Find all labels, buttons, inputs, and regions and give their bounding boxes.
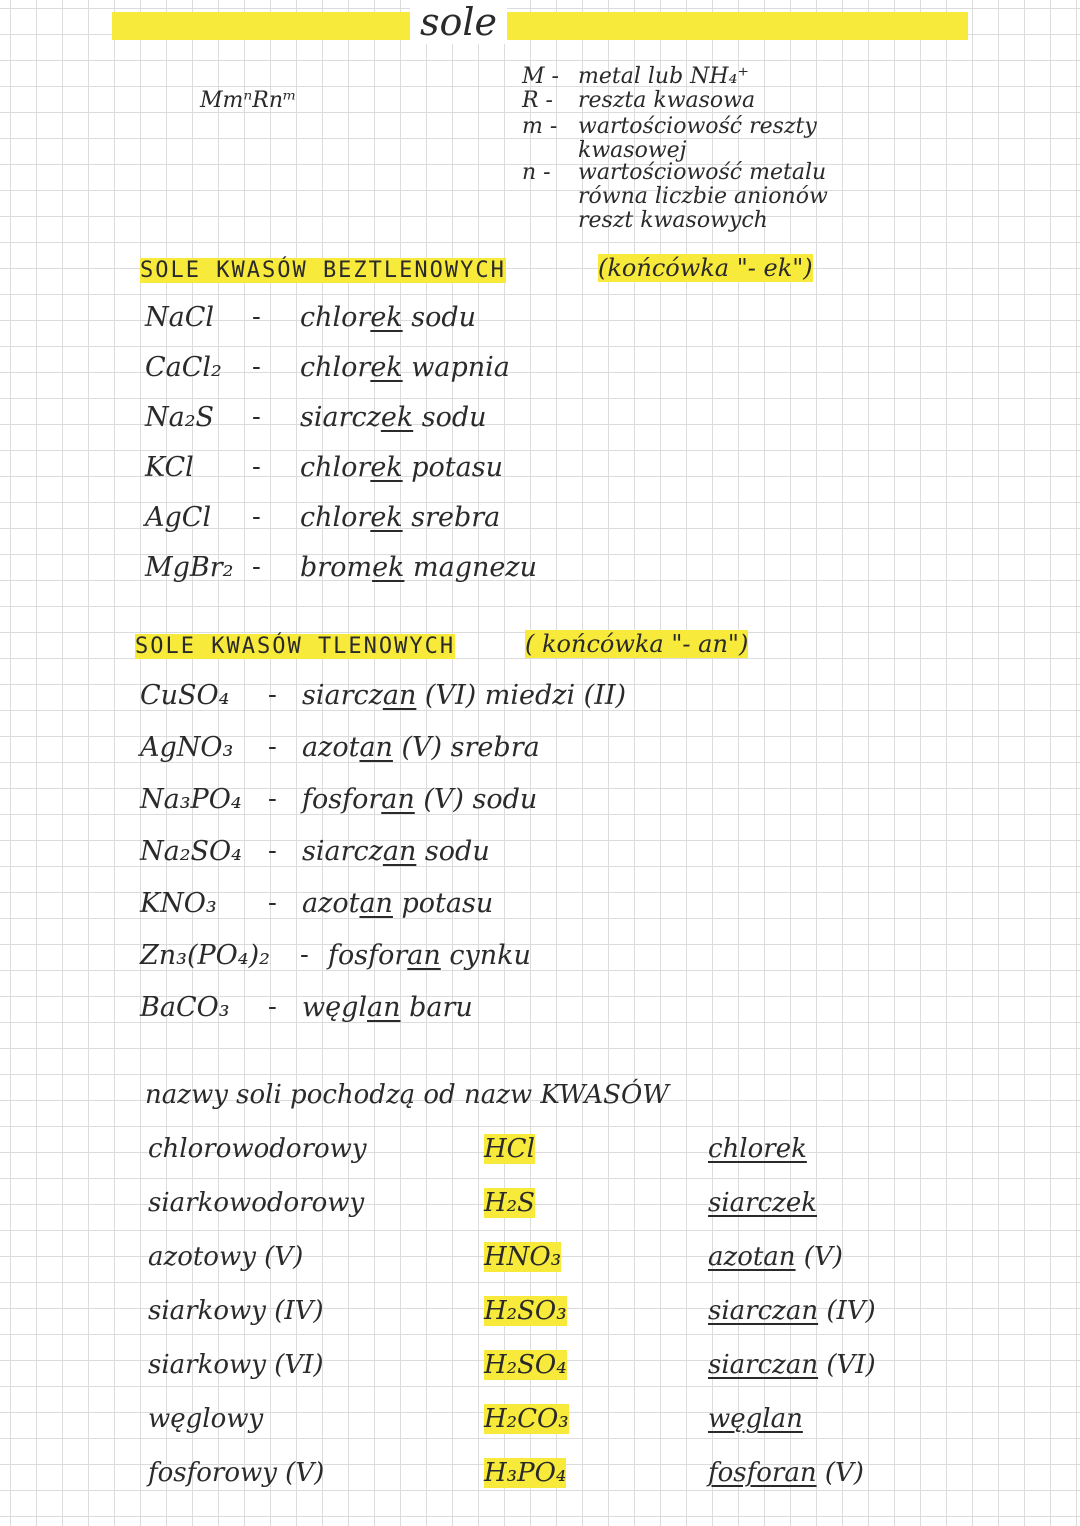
name-ending: ek [380, 402, 414, 433]
salt-name [300, 402, 487, 433]
name-stem: azot [302, 888, 360, 919]
salt-name [300, 552, 537, 583]
dash: - [268, 992, 277, 1022]
name-rest: srebra [402, 502, 501, 533]
dash: - [252, 552, 261, 582]
acid-formula-text: H₂S [484, 1188, 535, 1218]
section1-title [140, 258, 506, 283]
name-stem: chlor [300, 352, 371, 383]
dash: - [252, 452, 261, 482]
legend-text: wartościowość metalu [578, 160, 827, 185]
salt-formula: CaCl₂ [145, 352, 222, 383]
name-ending: an [367, 992, 401, 1023]
acid-formula [484, 1350, 567, 1380]
name-rest: baru [400, 992, 473, 1023]
name-ending: an [407, 940, 441, 971]
salt-formula: CuSO₄ [140, 680, 230, 711]
salt-type [708, 1458, 864, 1488]
section2-note [525, 630, 748, 658]
salt-name [300, 352, 510, 383]
name-stem: brom [300, 552, 373, 583]
acid-formula [484, 1242, 561, 1272]
salt-formula: KCl [145, 452, 194, 483]
name-stem: fosfor [328, 940, 408, 971]
acid-formula-text: H₂CO₃ [484, 1404, 569, 1434]
acid-name: siarkowy (IV) [148, 1296, 324, 1326]
salt-formula: Zn₃(PO₄)₂ [140, 940, 270, 971]
section2-title-text: SOLE KWASÓW TLENOWYCH [135, 634, 456, 659]
dash: - [268, 836, 277, 866]
name-rest: potasu [402, 452, 503, 483]
dash: - [252, 302, 261, 332]
name-stem: chlor [300, 502, 371, 533]
salt-type-suffix: (V) [816, 1458, 864, 1488]
name-rest: cynku [440, 940, 531, 971]
acid-name: węglowy [148, 1404, 264, 1434]
salt-formula: Na₂S [145, 402, 215, 433]
salt-name [302, 888, 493, 919]
section3-heading: nazwy soli pochodzą od nazw KWASÓW [145, 1080, 669, 1110]
salt-name [302, 732, 540, 763]
salt-formula: AgNO₃ [140, 732, 234, 763]
salt-type [708, 1134, 807, 1164]
dash: - [252, 352, 261, 382]
name-stem: chlor [300, 452, 371, 483]
general-formula: MmⁿRnᵐ [200, 88, 297, 113]
legend-symbol: m - [522, 114, 558, 139]
legend-text: reszta kwasowa [578, 88, 756, 113]
name-ending: ek [372, 552, 405, 583]
salt-name [300, 302, 476, 333]
salt-formula: KNO₃ [140, 888, 217, 919]
section1-note [598, 254, 813, 282]
name-stem: siarcz [300, 402, 381, 433]
legend-text: równa liczbie anionów [578, 184, 828, 209]
salt-type-name: siarczek [708, 1188, 817, 1218]
dash: - [300, 940, 309, 970]
legend-text: kwasowej [578, 138, 687, 163]
acid-formula-text: HNO₃ [484, 1242, 562, 1272]
salt-type [708, 1296, 876, 1326]
dash: - [268, 680, 277, 710]
salt-type-name: fosforan [708, 1458, 817, 1488]
salt-name [302, 680, 626, 711]
acid-formula [484, 1296, 567, 1326]
acid-name: chlorowodorowy [148, 1134, 367, 1164]
section1-note-text: (końcówka "- ek") [598, 254, 813, 282]
section2-title [135, 634, 455, 659]
acid-formula-text: HCl [484, 1134, 535, 1164]
name-ending: an [359, 732, 393, 763]
salt-formula: NaCl [145, 302, 215, 333]
salt-formula: MgBr₂ [145, 552, 234, 583]
legend-text: reszt kwasowych [578, 208, 768, 233]
salt-formula: AgCl [145, 502, 212, 533]
name-rest: potasu [392, 888, 494, 919]
name-rest: (V) sodu [414, 784, 538, 815]
page-title: sole [410, 0, 507, 44]
salt-formula: Na₃PO₄ [140, 784, 242, 815]
name-ending: an [381, 784, 415, 815]
salt-type-name: azotan [708, 1242, 796, 1272]
name-ending: ek [370, 502, 403, 533]
acid-formula [484, 1458, 566, 1488]
acid-formula [484, 1404, 569, 1434]
salt-formula: Na₂SO₄ [140, 836, 243, 867]
acid-formula-text: H₂SO₃ [484, 1296, 567, 1326]
salt-name [302, 784, 537, 815]
name-rest: wapnia [402, 352, 510, 383]
name-stem: węgl [302, 992, 368, 1023]
acid-formula-text: H₂SO₄ [484, 1350, 567, 1380]
name-stem: siarcz [302, 680, 383, 711]
name-ending: an [359, 888, 393, 919]
salt-type-suffix: (V) [795, 1242, 843, 1272]
salt-type-suffix: (IV) [818, 1296, 876, 1326]
acid-formula [484, 1134, 535, 1164]
legend-symbol: M - [522, 64, 559, 89]
name-ending: ek [370, 302, 403, 333]
salt-type [708, 1242, 843, 1272]
dash: - [268, 732, 277, 762]
name-ending: ek [370, 452, 403, 483]
salt-name [302, 836, 490, 867]
salt-type [708, 1350, 876, 1380]
dash: - [252, 402, 261, 432]
name-ending: an [382, 836, 417, 867]
acid-formula [484, 1188, 535, 1218]
acid-name: fosforowy (V) [148, 1458, 325, 1488]
salt-type-name: siarczan [708, 1296, 819, 1326]
salt-name [300, 502, 500, 533]
acid-name: siarkowy (VI) [148, 1350, 324, 1380]
name-stem: siarcz [302, 836, 383, 867]
section1-title-text: SOLE KWASÓW BEZTLENOWYCH [140, 258, 506, 283]
dash: - [268, 888, 277, 918]
name-stem: azot [302, 732, 360, 763]
salt-type-suffix: (VI) [818, 1350, 876, 1380]
legend-symbol: R - [522, 88, 553, 113]
acid-name: azotowy (V) [148, 1242, 304, 1272]
legend-text: wartościowość reszty [578, 114, 817, 139]
salt-name [302, 992, 473, 1023]
salt-name [328, 940, 531, 971]
name-rest: magnezu [404, 552, 537, 583]
salt-type-name: chlorek [708, 1134, 807, 1164]
name-rest: sodu [416, 836, 490, 867]
salt-formula: BaCO₃ [140, 992, 230, 1023]
name-rest: (V) srebra [392, 732, 540, 763]
salt-name [300, 452, 503, 483]
name-ending: an [382, 680, 417, 711]
name-stem: fosfor [302, 784, 382, 815]
acid-name: siarkowodorowy [148, 1188, 365, 1218]
name-rest: sodu [402, 302, 477, 333]
name-ending: ek [370, 352, 403, 383]
salt-type [708, 1188, 817, 1218]
acid-formula-text: H₃PO₄ [484, 1458, 567, 1488]
name-stem: chlor [300, 302, 371, 333]
salt-type-name: węglan [708, 1404, 803, 1434]
dash: - [268, 784, 277, 814]
legend-text: metal lub NH₄⁺ [578, 64, 750, 89]
name-rest: (VI) miedzi (II) [416, 680, 627, 711]
name-rest: sodu [413, 402, 487, 433]
salt-type-name: siarczan [708, 1350, 819, 1380]
legend-symbol: n - [522, 160, 551, 185]
dash: - [252, 502, 261, 532]
title-highlight-band [112, 12, 968, 40]
salt-type [708, 1404, 803, 1434]
section2-note-text: ( końcówka "- an") [525, 630, 749, 658]
